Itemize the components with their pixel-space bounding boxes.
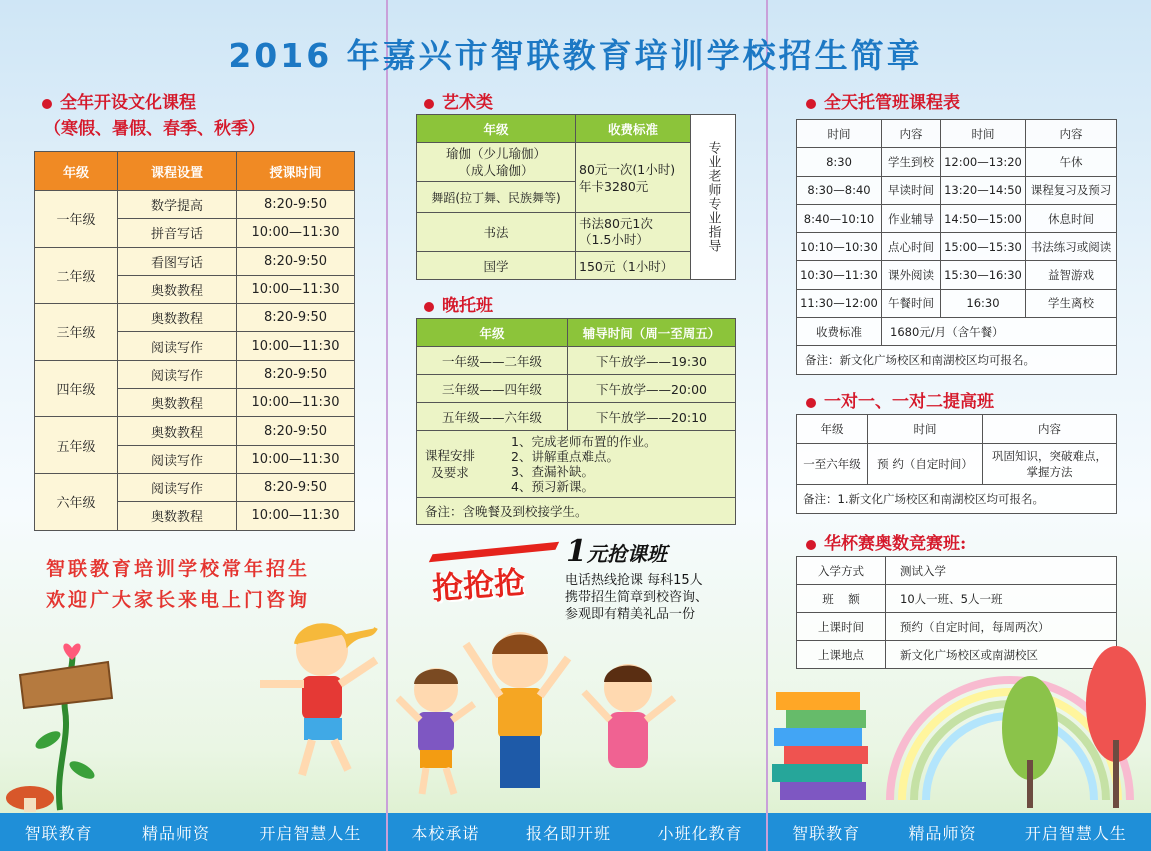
art-heading-text: 艺术类 <box>442 93 493 113</box>
culture-course: 数学提高 <box>118 191 237 219</box>
daycare-time: 10:30—11:30 <box>797 261 882 289</box>
daycare-time: 16:30 <box>941 289 1026 317</box>
math-heading-text: 华杯赛奥数竞赛班: <box>824 534 967 554</box>
daycare-time: 13:20—14:50 <box>941 176 1026 204</box>
culture-subheading: （寒假、暑假、春季、秋季） <box>44 119 265 139</box>
culture-time: 10:00—11:30 <box>237 445 355 473</box>
culture-grade: 四年级 <box>35 360 118 417</box>
footer-left-3: 开启智慧人生 <box>259 823 362 843</box>
daycare-fee-value: 1680元/月（含午餐） <box>882 318 1117 346</box>
culture-grade: 一年级 <box>35 191 118 248</box>
oneone-grade: 一至六年级 <box>797 444 868 485</box>
culture-time: 8:20-9:50 <box>237 360 355 388</box>
daycare-time: 12:00—13:20 <box>941 148 1026 176</box>
culture-grade: 二年级 <box>35 247 118 304</box>
daycare-content: 学生离校 <box>1026 289 1117 317</box>
kids-illustration <box>396 628 696 808</box>
footer-right-3: 开启智慧人生 <box>1024 823 1127 843</box>
culture-course: 阅读写作 <box>118 332 237 360</box>
art-guoxue: 国学 <box>417 252 576 280</box>
rainbow-trees-illustration <box>880 640 1150 812</box>
daycare-content: 学生到校 <box>882 148 941 176</box>
math-row <box>797 557 1117 585</box>
evening-req-item: 2、讲解重点难点。 <box>511 449 619 464</box>
evening-req-list <box>483 434 656 494</box>
art-guoxue-fee: 150元（1小时） <box>576 252 691 280</box>
art-side-note: 专业老师专业指导 <box>691 115 736 280</box>
culture-grade: 五年级 <box>35 417 118 474</box>
culture-heading-text: 全年开设文化课程 <box>60 93 196 113</box>
evening-row <box>417 375 736 403</box>
evening-time: 下午放学——20:00 <box>568 375 736 403</box>
footer-left-2: 精品师资 <box>141 823 210 843</box>
oneone-heading <box>806 387 994 412</box>
footer-middle <box>388 813 766 851</box>
culture-time: 8:20-9:50 <box>237 417 355 445</box>
daycare-time: 8:30 <box>797 148 882 176</box>
daycare-note: 备注：新文化广场校区和南湖校区均可报名。 <box>797 346 1117 374</box>
slogan-line-2: 欢迎广大家长来电上门咨询 <box>46 589 311 611</box>
culture-grade: 三年级 <box>35 304 118 361</box>
math-row <box>797 585 1117 613</box>
math-value: 10人一班、5人一班 <box>886 585 1117 613</box>
culture-time: 10:00—11:30 <box>237 275 355 303</box>
daycare-content: 书法练习或阅读 <box>1026 233 1117 261</box>
culture-header-course: 课程设置 <box>118 152 237 191</box>
daycare-time: 14:50—15:00 <box>941 204 1026 232</box>
daycare-content: 午休 <box>1026 148 1117 176</box>
culture-heading <box>42 88 196 113</box>
evening-time: 下午放学——20:10 <box>568 403 736 431</box>
culture-row <box>35 473 355 501</box>
girl-illustration <box>252 610 382 790</box>
evening-heading <box>424 291 493 316</box>
daycare-content: 课程复习及预习 <box>1026 176 1117 204</box>
math-label: 上课时间 <box>797 613 886 641</box>
daycare-row <box>797 204 1117 232</box>
math-value: 新文化广场校区或南湖校区 <box>886 641 1117 669</box>
evening-grade: 一年级——二年级 <box>417 347 568 375</box>
culture-time: 10:00—11:30 <box>237 219 355 247</box>
daycare-content: 休息时间 <box>1026 204 1117 232</box>
footer-left <box>0 813 386 851</box>
math-label: 上课地点 <box>797 641 886 669</box>
one-yuan-title <box>566 534 667 569</box>
culture-time: 8:20-9:50 <box>237 247 355 275</box>
promo-line-3: 参观即有精美礼品一份 <box>565 607 696 622</box>
daycare-time: 11:30—12:00 <box>797 289 882 317</box>
oneone-content: 巩固知识，突破难点， 掌握方法 <box>983 444 1117 485</box>
bullet-dot-icon <box>424 302 434 312</box>
math-row <box>797 613 1117 641</box>
culture-time: 10:00—11:30 <box>237 332 355 360</box>
culture-table-body <box>35 191 355 531</box>
daycare-row <box>797 289 1117 317</box>
art-calligraphy: 书法 <box>417 213 576 252</box>
art-yoga-cell <box>417 143 576 182</box>
promo-text <box>565 572 708 623</box>
one-yuan-number: 1 <box>566 534 587 569</box>
oneone-note: 备注：1.新文化广场校区和南湖校区均可报名。 <box>797 485 1117 514</box>
footer-mid-2: 报名即开班 <box>525 823 611 843</box>
rush-badge: 抢抢抢 <box>431 564 527 608</box>
culture-course: 拼音写话 <box>118 219 237 247</box>
culture-course: 奥数教程 <box>118 304 237 332</box>
oneone-heading-text: 一对一、一对二提高班 <box>824 392 994 412</box>
culture-course: 阅读写作 <box>118 360 237 388</box>
daycare-content: 午餐时间 <box>882 289 941 317</box>
culture-row <box>35 417 355 445</box>
daycare-header-content-1: 内容 <box>882 120 941 148</box>
signpost-illustration <box>0 620 140 815</box>
math-value: 测试入学 <box>886 557 1117 585</box>
evening-req-label: 课程安排 及要求 <box>424 448 475 480</box>
daycare-time: 10:10—10:30 <box>797 233 882 261</box>
art-table <box>416 114 736 280</box>
culture-row <box>35 247 355 275</box>
evening-requirements-cell <box>417 431 736 498</box>
art-yoga-line-1: 瑜伽（少儿瑜伽） <box>445 146 546 161</box>
culture-time: 10:00—11:30 <box>237 389 355 417</box>
bullet-dot-icon <box>806 540 816 550</box>
art-header-fee: 收费标准 <box>576 115 691 143</box>
daycare-heading-text: 全天托管班课程表 <box>824 93 960 113</box>
evening-grade: 五年级——六年级 <box>417 403 568 431</box>
art-heading <box>424 88 493 113</box>
evening-table-body <box>417 347 736 431</box>
evening-req-item: 3、查漏补缺。 <box>511 464 594 479</box>
evening-note: 备注：含晚餐及到校接学生。 <box>417 498 736 525</box>
evening-row <box>417 347 736 375</box>
evening-row <box>417 403 736 431</box>
evening-grade: 三年级——四年级 <box>417 375 568 403</box>
promo-line-2: 携带招生简章到校咨询、 <box>565 590 709 605</box>
oneone-header-content: 内容 <box>983 415 1117 444</box>
culture-row <box>35 360 355 388</box>
culture-grade: 六年级 <box>35 473 118 530</box>
bullet-dot-icon <box>424 99 434 109</box>
culture-course: 奥数教程 <box>118 417 237 445</box>
bullet-dot-icon <box>806 99 816 109</box>
culture-course: 奥数教程 <box>118 502 237 530</box>
daycare-content: 益智游戏 <box>1026 261 1117 289</box>
culture-time: 10:00—11:30 <box>237 502 355 530</box>
footer-right-2: 精品师资 <box>908 823 977 843</box>
books-illustration <box>766 678 876 813</box>
daycare-row <box>797 261 1117 289</box>
daycare-row <box>797 176 1117 204</box>
daycare-header-time-1: 时间 <box>797 120 882 148</box>
bullet-dot-icon <box>806 398 816 408</box>
culture-course: 阅读写作 <box>118 473 237 501</box>
evening-header-time: 辅导时间（周一至周五） <box>568 319 736 347</box>
daycare-row <box>797 148 1117 176</box>
culture-header-time: 授课时间 <box>237 152 355 191</box>
slogan-line-1: 智联教育培训学校常年招生 <box>46 558 311 580</box>
evening-time: 下午放学——19:30 <box>568 347 736 375</box>
oneone-header-time: 时间 <box>868 415 983 444</box>
culture-row <box>35 191 355 219</box>
promo-line-1: 电话热线抢课 每科15人 <box>565 573 703 588</box>
culture-course: 看图写话 <box>118 247 237 275</box>
daycare-fee-label: 收费标准 <box>797 318 882 346</box>
culture-time: 8:20-9:50 <box>237 473 355 501</box>
oneone-header-grade: 年级 <box>797 415 868 444</box>
daycare-table-body <box>797 148 1117 318</box>
art-yoga-line-2: （成人瑜伽） <box>458 163 534 178</box>
art-dance: 舞蹈(拉丁舞、民族舞等) <box>417 182 576 213</box>
culture-row <box>35 304 355 332</box>
daycare-time: 8:30—8:40 <box>797 176 882 204</box>
daycare-table <box>796 119 1117 375</box>
footer-mid-1: 本校承诺 <box>411 823 480 843</box>
evening-table <box>416 318 736 525</box>
evening-req-item: 4、预习新课。 <box>511 479 594 494</box>
daycare-content: 早读时间 <box>882 176 941 204</box>
daycare-row <box>797 233 1117 261</box>
math-label: 入学方式 <box>797 557 886 585</box>
math-label: 班 额 <box>797 585 886 613</box>
art-header-grade: 年级 <box>417 115 576 143</box>
oneone-time: 预 约（自定时间） <box>868 444 983 485</box>
daycare-time: 15:00—15:30 <box>941 233 1026 261</box>
daycare-heading <box>806 88 960 113</box>
daycare-content: 课外阅读 <box>882 261 941 289</box>
daycare-content: 点心时间 <box>882 233 941 261</box>
culture-course: 阅读写作 <box>118 445 237 473</box>
culture-header-grade: 年级 <box>35 152 118 191</box>
daycare-header-content-2: 内容 <box>1026 120 1117 148</box>
oneone-table <box>796 414 1117 514</box>
culture-course: 奥数教程 <box>118 275 237 303</box>
column-divider-left <box>386 0 388 851</box>
footer-left-1: 智联教育 <box>24 823 93 843</box>
footer-right-1: 智联教育 <box>792 823 861 843</box>
page-title: 2016 年嘉兴市智联教育培训学校招生简章 <box>228 36 923 75</box>
evening-heading-text: 晚托班 <box>442 296 493 316</box>
evening-header-grade: 年级 <box>417 319 568 347</box>
daycare-time: 8:40—10:10 <box>797 204 882 232</box>
bullet-dot-icon <box>42 99 52 109</box>
footer-right <box>768 813 1151 851</box>
daycare-header-time-2: 时间 <box>941 120 1026 148</box>
footer-mid-3: 小班化教育 <box>657 823 743 843</box>
culture-course: 奥数教程 <box>118 389 237 417</box>
art-calligraphy-fee: 书法80元1次 （1.5小时） <box>576 213 691 252</box>
math-value: 预约（自定时间，每周两次） <box>886 613 1117 641</box>
math-heading <box>806 529 966 554</box>
culture-time: 8:20-9:50 <box>237 191 355 219</box>
daycare-time: 15:30—16:30 <box>941 261 1026 289</box>
one-yuan-text: 元抢课班 <box>586 542 667 566</box>
daycare-content: 作业辅导 <box>882 204 941 232</box>
culture-table <box>34 151 355 531</box>
evening-req-item: 1、完成老师布置的作业。 <box>511 434 657 449</box>
culture-time: 8:20-9:50 <box>237 304 355 332</box>
art-yoga-dance-fee: 80元一次(1小时) 年卡3280元 <box>576 143 691 213</box>
